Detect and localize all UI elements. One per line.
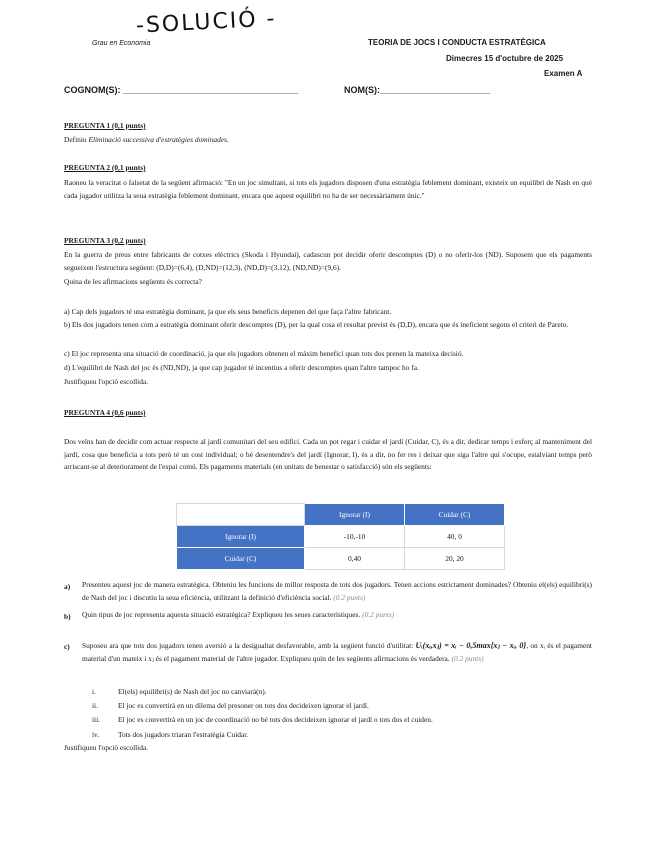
q4c-formula: Uᵢ(xᵢ,xⱼ) = xᵢ − 0,5max{xⱼ − xᵢ, 0}: [415, 641, 527, 650]
payoff-col-header: Cuidar (C): [405, 504, 505, 526]
payoff-cell: 40, 0: [405, 526, 505, 548]
payoff-row-header: Ignorar (I): [177, 526, 305, 548]
q4c-points: (0.2 punts): [451, 654, 484, 663]
surname-field[interactable]: COGNOM(S): ___________________________________: [64, 85, 299, 95]
payoff-corner: [177, 504, 305, 526]
q3-option-b: b) Els dos jugadors tenen com a estratègia dominant oferir descomptes (D), per la qual cosa el resultat previst és (D,D), encara que és ineficient segons el criteri de Pareto.: [64, 320, 569, 329]
q3-question: Quina de les afirmacions següents és correcta?: [64, 277, 202, 286]
payoff-header-row: [177, 504, 505, 526]
q2-text: Raoneu la veracitat o falsetat de la següent afirmació: "En un joc simultani, si tots els jugadors disposen d'una estratègia feblement dominant, existeix un equilibri de Nash en què cada jugador utilitza la seua estratègia feblement dominant, encara que aquest equilibri no ha de ser necessàriament únic.": [64, 178, 592, 200]
exam-date: Dimecres 15 d'octubre de 2025: [446, 54, 564, 63]
q4a-points: (0.2 punts): [333, 592, 366, 602]
q3-text: En la guerra de preus entre fabricants de cotxes elèctrics (Skoda i Hyundai), cadascun pot decidir oferir descomptes (D) o no oferir-los (ND). Suposem que els pagaments segueixen l'estructura següent: (D,D)=(6,4), (D,ND)=(12,3), (ND,D)=(3,12), (ND,ND)=(9,6).: [64, 250, 592, 272]
q4b-body: Quin tipus de joc representa aquesta situació estratègica? Expliqueu les seues característiques.: [82, 610, 361, 619]
q4c-option-text: Tots dos jugadors triaran l'estratègia Cuidar.: [118, 730, 249, 739]
q4b-points: (0.2 punts): [362, 610, 395, 619]
q4c-option-text: El(els) equilibri(s) de Nash del joc no canviarà(n).: [118, 687, 267, 696]
q3-title: PREGUNTA 3 (0,2 punts): [64, 236, 146, 245]
name-field[interactable]: NOM(S):______________________: [344, 85, 491, 95]
payoff-cell: 20, 20: [405, 548, 505, 570]
payoff-row-header: Cuidar (C): [177, 548, 305, 570]
q1-prompt-italic: Eliminació successiva d'estratègies dominades.: [88, 135, 229, 144]
q4c-option-num: iii.: [92, 715, 101, 724]
q4c-text: [82, 639, 592, 665]
q1-prompt-prefix: Definiu: [64, 135, 89, 144]
exam-version: Examen A: [544, 69, 583, 78]
q4-text: Dos veïns han de decidir com actuar respecte al jardí comunitari del seu edifici. Cada un pot regar i cuidar el jardí (Cuidar, C), és a dir, dedicar temps i esforç al manteniment del jardí, cosa que beneficia a tots però té un cost individual; o bé desentendre's del jardí (Ignorar, I), és a dir, no fer res i deixar que siga l'altre qui s'ocupe, estalviant temps però arriscant-se al deteriorament de l'espai comú. Els pagaments materials (en unitats de benestar o satisfacció) són els següents:: [64, 437, 592, 472]
q4a-body: Presenteu aquest joc de manera estratègica. Obteniu les funcions de millor resposta de tots dos jugadors. Tenen accions estrictament dominades? Obteniu el(els) equilibri(s) de Nash del joc i discutiu la seua eficiència, utilitzant la definició d'eficiència social.: [82, 580, 592, 602]
q4a-text: [82, 579, 592, 604]
q4c-body-2: , on xᵢ és el pagament material d'un mateix i xⱼ és el pagament material de l'altre jugador. Expliqueu quin de les següents afirmacions és verdadera.: [82, 641, 592, 663]
q3-option-a: a) Cap dels jugadors té una estratègia dominant, ja que els seus beneficis depenen del que faça l'altre fabricant.: [64, 307, 392, 316]
course-name: Grau en Economia: [92, 40, 151, 47]
q4c-option-text: El joc es convertirà en un joc de coordinació no bé tots dos decideixen ignorar el jardí o tots dos el cuiden.: [118, 715, 433, 724]
payoff-row: [177, 548, 505, 570]
q4c-option-text: El joc es convertirà en un dilema del presoner on tots dos decideixen ignorar el jardí.: [118, 701, 369, 710]
q4a-label: a): [64, 582, 71, 591]
q3-option-d: d) L'equilibri de Nash del joc és (ND,ND), ja que cap jugador té incentius a oferir descomptes quan l'altre tampoc ho fa.: [64, 363, 419, 372]
q2-title: PREGUNTA 2 (0,1 punts): [64, 163, 146, 172]
payoff-table: [176, 503, 505, 570]
q1-prompt: [64, 135, 229, 146]
q3-option-c: c) El joc representa una situació de coordinació, ja que els jugadors obtenen el màxim benefici quan tots dos prenen la mateixa decisió.: [64, 349, 464, 358]
payoff-row: [177, 526, 505, 548]
payoff-col-header: Ignorar (I): [305, 504, 405, 526]
q4c-option-num: ii.: [92, 701, 98, 710]
q4c-body-1: Suposeu ara que tots dos jugadors tenen aversió a la desigualtat desfavorable, amb la següent funció d'utilitat:: [82, 641, 414, 650]
q4-title: PREGUNTA 4 (0,6 punts): [64, 408, 146, 417]
q4c-option-num: i.: [92, 687, 96, 696]
q4b-text: [82, 609, 592, 622]
payoff-cell: 0,40: [305, 548, 405, 570]
payoff-cell: -10,-10: [305, 526, 405, 548]
q4-justify: Justifiqueu l'opció escollida.: [64, 743, 149, 752]
q4c-option-num: iv.: [92, 730, 100, 739]
handwritten-title: -SOLUCIÓ -: [135, 6, 278, 39]
q4b-label: b): [64, 612, 71, 621]
subject-title: TEORIA DE JOCS I CONDUCTA ESTRATÈGICA: [368, 38, 546, 47]
q4c-label: c): [64, 642, 70, 651]
q3-justify: Justifiqueu l'opció escollida.: [64, 377, 149, 386]
q1-title: PREGUNTA 1 (0,1 punts): [64, 121, 146, 130]
